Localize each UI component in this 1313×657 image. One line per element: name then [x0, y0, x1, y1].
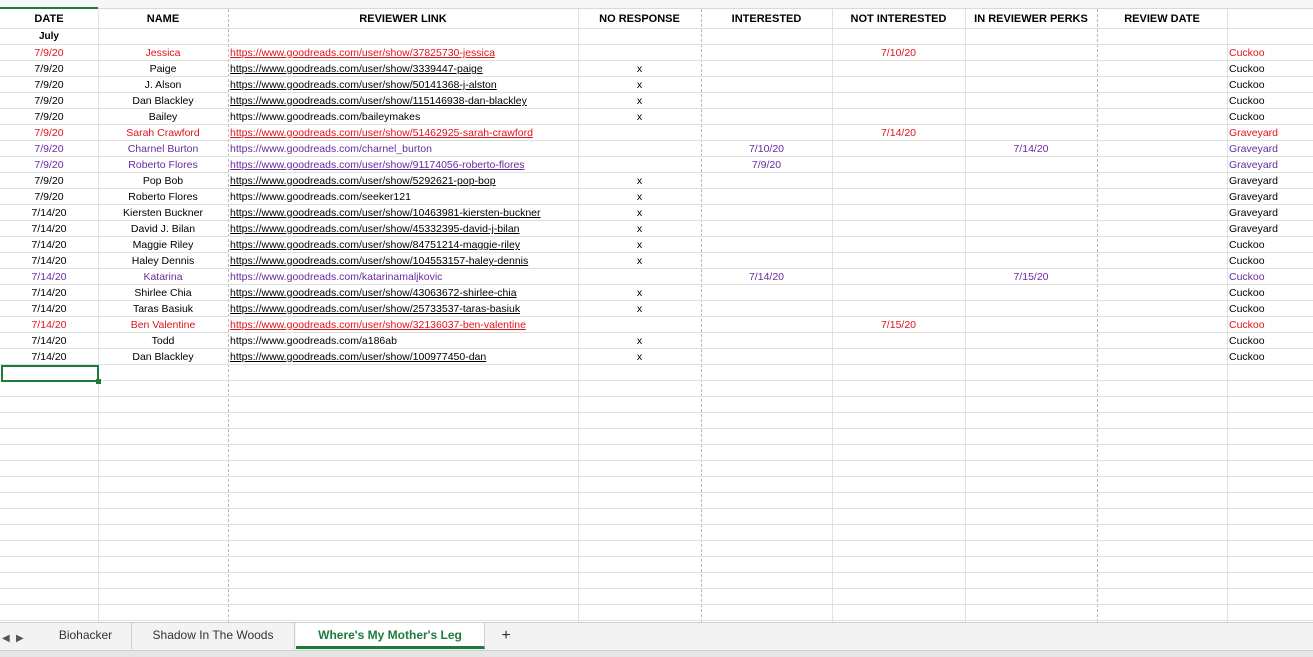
interested-cell[interactable]: [701, 109, 832, 124]
date-cell[interactable]: 7/9/20: [34, 159, 64, 171]
no-response-cell[interactable]: [578, 125, 701, 140]
date-cell[interactable]: 7/14/20: [31, 207, 67, 219]
no-response-cell[interactable]: x: [636, 287, 643, 299]
reviewer-link-cell[interactable]: https://www.goodreads.com/user/show/51462925-sarah-crawford: [230, 127, 533, 139]
table-row: [0, 157, 1313, 173]
review-date-cell[interactable]: [1097, 61, 1227, 76]
status-bar: [0, 650, 1313, 657]
fill-handle[interactable]: [96, 379, 101, 384]
no-response-cell[interactable]: x: [636, 175, 643, 187]
reviewer-perks-cell[interactable]: [965, 109, 1097, 124]
empty-row[interactable]: [0, 541, 1313, 557]
empty-row[interactable]: [0, 413, 1313, 429]
review-date-cell[interactable]: [1097, 269, 1227, 284]
name-cell[interactable]: Ben Valentine: [130, 319, 196, 331]
date-cell[interactable]: 7/14/20: [31, 271, 67, 283]
reviewer-link-cell[interactable]: https://www.goodreads.com/user/show/5292621-pop-bop: [230, 175, 496, 187]
not-interested-cell[interactable]: [832, 349, 965, 364]
reviewer-link-cell[interactable]: https://www.goodreads.com/user/show/50141368-j-alston: [230, 79, 497, 91]
header-reviewer-link[interactable]: REVIEWER LINK: [359, 13, 447, 25]
book-cell[interactable]: Cuckoo: [1229, 47, 1265, 59]
table-row: [0, 285, 1313, 301]
date-cell[interactable]: 7/9/20: [34, 95, 64, 107]
reviewer-link-cell[interactable]: https://www.goodreads.com/user/show/37825730-jessica: [230, 47, 495, 59]
reviewer-link-cell[interactable]: https://www.goodreads.com/seeker121: [230, 191, 411, 203]
empty-row[interactable]: [0, 381, 1313, 397]
interested-cell[interactable]: [701, 61, 832, 76]
not-interested-cell[interactable]: [832, 269, 965, 284]
table-row: [0, 173, 1313, 189]
empty-row[interactable]: [0, 445, 1313, 461]
no-response-cell[interactable]: [578, 45, 701, 60]
interested-cell[interactable]: 7/10/20: [748, 143, 785, 155]
empty-row[interactable]: [0, 589, 1313, 605]
date-cell[interactable]: 7/14/20: [31, 223, 67, 235]
tab-biohacker[interactable]: Biohacker: [40, 623, 132, 649]
prev-sheet-icon[interactable]: ◀: [2, 633, 10, 644]
header-book[interactable]: [1227, 9, 1313, 28]
month-label[interactable]: July: [38, 31, 59, 42]
book-cell[interactable]: Graveyard: [1229, 207, 1279, 219]
date-cell[interactable]: 7/9/20: [34, 127, 64, 139]
empty-row[interactable]: [0, 557, 1313, 573]
not-interested-cell[interactable]: [832, 333, 965, 348]
date-cell[interactable]: 7/9/20: [34, 191, 64, 203]
name-cell[interactable]: David J. Bilan: [130, 223, 196, 235]
no-response-cell[interactable]: x: [636, 207, 643, 219]
interested-cell[interactable]: [701, 93, 832, 108]
reviewer-perks-cell[interactable]: 7/15/20: [1013, 271, 1049, 283]
not-interested-cell[interactable]: [832, 189, 965, 204]
not-interested-cell[interactable]: [832, 141, 965, 156]
no-response-cell[interactable]: x: [636, 223, 643, 235]
reviewer-link-cell[interactable]: https://www.goodreads.com/user/show/100977450-dan: [230, 351, 487, 363]
reviewer-link-cell[interactable]: https://www.goodreads.com/user/show/91174056-roberto-flores: [230, 159, 525, 171]
not-interested-cell[interactable]: [832, 221, 965, 236]
selected-column-indicator: [0, 0, 98, 9]
book-cell[interactable]: Graveyard: [1229, 223, 1279, 235]
table-row: [0, 269, 1313, 285]
table-row: [0, 349, 1313, 365]
no-response-cell[interactable]: x: [636, 79, 643, 91]
empty-row[interactable]: [0, 605, 1313, 621]
name-cell[interactable]: Jessica: [145, 47, 181, 59]
name-cell[interactable]: Haley Dennis: [131, 255, 195, 267]
name-cell[interactable]: Todd: [151, 335, 175, 347]
interested-cell[interactable]: [701, 333, 832, 348]
table-row: [0, 77, 1313, 93]
name-cell[interactable]: Pop Bob: [142, 175, 184, 187]
not-interested-cell[interactable]: 7/10/20: [880, 47, 917, 59]
header-not-interested[interactable]: NOT INTERESTED: [850, 13, 947, 25]
reviewer-link-cell[interactable]: https://www.goodreads.com/user/show/10463981-kiersten-buckner: [230, 207, 541, 219]
table-row: [0, 125, 1313, 141]
date-cell[interactable]: 7/14/20: [31, 287, 67, 299]
reviewer-link-cell[interactable]: https://www.goodreads.com/user/show/43063672-shirlee-chia: [230, 287, 517, 299]
active-cell-cursor[interactable]: [1, 365, 99, 382]
reviewer-link-cell[interactable]: https://www.goodreads.com/user/show/32136037-ben-valentine: [230, 319, 526, 331]
book-cell[interactable]: Cuckoo: [1229, 79, 1265, 91]
name-cell[interactable]: Roberto Flores: [128, 191, 198, 203]
empty-row[interactable]: [0, 461, 1313, 477]
reviewer-link-cell[interactable]: https://www.goodreads.com/baileymakes: [230, 111, 421, 123]
not-interested-cell[interactable]: 7/14/20: [880, 127, 917, 139]
book-cell[interactable]: Graveyard: [1229, 159, 1279, 171]
table-row: [0, 45, 1313, 61]
no-response-cell[interactable]: x: [636, 351, 643, 363]
not-interested-cell[interactable]: [832, 61, 965, 76]
reviewer-perks-cell[interactable]: [965, 221, 1097, 236]
table-row: [0, 189, 1313, 205]
interested-cell[interactable]: [701, 317, 832, 332]
interested-cell[interactable]: [701, 253, 832, 268]
reviewer-perks-cell[interactable]: [965, 173, 1097, 188]
review-date-cell[interactable]: [1097, 301, 1227, 316]
table-row: [0, 61, 1313, 77]
tab-wheres-my-mothers-leg[interactable]: Where's My Mother's Leg: [296, 623, 485, 649]
reviewer-link-cell[interactable]: https://www.goodreads.com/user/show/115146938-dan-blackley: [230, 95, 527, 107]
review-date-cell[interactable]: [1097, 189, 1227, 204]
reviewer-perks-cell[interactable]: [965, 301, 1097, 316]
reviewer-perks-cell[interactable]: [965, 61, 1097, 76]
header-no-response[interactable]: NO RESPONSE: [599, 13, 680, 25]
not-interested-cell[interactable]: [832, 173, 965, 188]
sheet-tab-bar: [0, 622, 1313, 657]
reviewer-link-cell[interactable]: https://www.goodreads.com/a186ab: [230, 335, 397, 347]
book-cell[interactable]: Cuckoo: [1229, 63, 1265, 75]
empty-row[interactable]: [0, 525, 1313, 541]
empty-row[interactable]: [0, 429, 1313, 445]
reviewer-link-cell[interactable]: https://www.goodreads.com/user/show/25733537-taras-basiuk: [230, 303, 521, 315]
no-response-cell[interactable]: x: [636, 111, 643, 123]
name-cell[interactable]: J. Alson: [144, 79, 182, 91]
interested-cell[interactable]: [701, 125, 832, 140]
review-date-cell[interactable]: [1097, 157, 1227, 172]
reviewer-perks-cell[interactable]: [965, 45, 1097, 60]
reviewer-perks-cell[interactable]: [965, 333, 1097, 348]
tab-shadow-in-the-woods[interactable]: Shadow In The Woods: [132, 623, 295, 649]
header-name[interactable]: NAME: [146, 13, 180, 25]
table-row: [0, 141, 1313, 157]
name-cell[interactable]: Maggie Riley: [132, 239, 194, 251]
name-cell[interactable]: Dan Blackley: [132, 95, 194, 107]
reviewer-link-cell[interactable]: https://www.goodreads.com/user/show/84751214-maggie-riley: [230, 239, 521, 251]
book-cell[interactable]: Cuckoo: [1229, 303, 1265, 315]
not-interested-cell[interactable]: [832, 301, 965, 316]
no-response-cell[interactable]: [578, 141, 701, 156]
table-row: [0, 301, 1313, 317]
empty-row[interactable]: [0, 573, 1313, 589]
not-interested-cell[interactable]: [832, 77, 965, 92]
interested-cell[interactable]: 7/14/20: [748, 271, 785, 283]
review-date-cell[interactable]: [1097, 45, 1227, 60]
interested-cell[interactable]: [701, 285, 832, 300]
not-interested-cell[interactable]: [832, 253, 965, 268]
header-review-date[interactable]: REVIEW DATE: [1124, 13, 1200, 25]
reviewer-perks-cell[interactable]: [965, 125, 1097, 140]
review-date-cell[interactable]: [1097, 125, 1227, 140]
reviewer-link-cell[interactable]: https://www.goodreads.com/user/show/104553157-haley-dennis: [230, 255, 529, 267]
interested-cell[interactable]: [701, 237, 832, 252]
book-cell[interactable]: Cuckoo: [1229, 351, 1265, 363]
no-response-cell[interactable]: x: [636, 335, 643, 347]
no-response-cell[interactable]: x: [636, 239, 643, 251]
name-cell[interactable]: Roberto Flores: [128, 159, 198, 171]
date-cell[interactable]: 7/14/20: [31, 239, 67, 251]
date-cell[interactable]: 7/9/20: [34, 79, 64, 91]
table-row: [0, 237, 1313, 253]
reviewer-perks-cell[interactable]: 7/14/20: [1013, 143, 1049, 155]
date-cell[interactable]: 7/14/20: [31, 303, 67, 315]
review-date-cell[interactable]: [1097, 333, 1227, 348]
empty-row[interactable]: [0, 509, 1313, 525]
review-date-cell[interactable]: [1097, 253, 1227, 268]
book-cell[interactable]: Graveyard: [1229, 175, 1279, 187]
reviewer-perks-cell[interactable]: [965, 317, 1097, 332]
date-cell[interactable]: 7/9/20: [34, 143, 64, 155]
review-date-cell[interactable]: [1097, 205, 1227, 220]
book-cell[interactable]: Cuckoo: [1229, 255, 1265, 267]
no-response-cell[interactable]: x: [636, 303, 643, 315]
add-sheet-button[interactable]: +: [501, 627, 511, 644]
book-cell[interactable]: Cuckoo: [1229, 95, 1265, 107]
book-cell[interactable]: Cuckoo: [1229, 111, 1265, 123]
empty-row[interactable]: [0, 477, 1313, 493]
date-cell[interactable]: 7/9/20: [34, 111, 64, 123]
not-interested-cell[interactable]: [832, 93, 965, 108]
review-date-cell[interactable]: [1097, 285, 1227, 300]
no-response-cell[interactable]: x: [636, 95, 643, 107]
reviewer-perks-cell[interactable]: [965, 237, 1097, 252]
book-cell[interactable]: Cuckoo: [1229, 287, 1265, 299]
date-cell[interactable]: 7/14/20: [31, 255, 67, 267]
not-interested-cell[interactable]: [832, 285, 965, 300]
review-date-cell[interactable]: [1097, 109, 1227, 124]
no-response-cell[interactable]: [578, 269, 701, 284]
reviewer-perks-cell[interactable]: [965, 253, 1097, 268]
name-cell[interactable]: Paige: [149, 63, 177, 75]
review-date-cell[interactable]: [1097, 173, 1227, 188]
interested-cell[interactable]: [701, 173, 832, 188]
reviewer-link-cell[interactable]: https://www.goodreads.com/katarinamaljkovic: [230, 271, 443, 283]
table-row: [0, 205, 1313, 221]
date-cell[interactable]: 7/9/20: [34, 47, 64, 59]
not-interested-cell[interactable]: [832, 157, 965, 172]
reviewer-perks-cell[interactable]: [965, 77, 1097, 92]
no-response-cell[interactable]: x: [636, 63, 643, 75]
date-cell[interactable]: 7/9/20: [34, 175, 64, 187]
name-cell[interactable]: Katarina: [143, 271, 183, 283]
date-cell[interactable]: 7/14/20: [31, 351, 67, 363]
next-sheet-icon[interactable]: ▶: [16, 633, 24, 644]
reviewer-link-cell[interactable]: https://www.goodreads.com/user/show/45332395-david-j-bilan: [230, 223, 520, 235]
review-date-cell[interactable]: [1097, 317, 1227, 332]
header-interested[interactable]: INTERESTED: [731, 13, 802, 25]
empty-row[interactable]: [0, 397, 1313, 413]
reviewer-perks-cell[interactable]: [965, 157, 1097, 172]
interested-cell[interactable]: [701, 77, 832, 92]
name-cell[interactable]: Dan Blackley: [132, 351, 194, 363]
not-interested-cell[interactable]: [832, 237, 965, 252]
reviewer-perks-cell[interactable]: [965, 205, 1097, 220]
name-cell[interactable]: Shirlee Chia: [134, 287, 192, 299]
name-cell[interactable]: Charnel Burton: [127, 143, 199, 155]
header-reviewer-perks[interactable]: IN REVIEWER PERKS: [974, 13, 1088, 25]
reviewer-perks-cell[interactable]: [965, 285, 1097, 300]
table-row: [0, 317, 1313, 333]
table-row: [0, 221, 1313, 237]
reviewer-perks-cell[interactable]: [965, 93, 1097, 108]
review-date-cell[interactable]: [1097, 141, 1227, 156]
no-response-cell[interactable]: x: [636, 191, 643, 203]
review-date-cell[interactable]: [1097, 93, 1227, 108]
not-interested-cell[interactable]: [832, 109, 965, 124]
not-interested-cell[interactable]: 7/15/20: [880, 319, 917, 331]
interested-cell[interactable]: [701, 301, 832, 316]
month-row: [0, 29, 1313, 45]
reviewer-perks-cell[interactable]: [965, 189, 1097, 204]
no-response-cell[interactable]: [578, 317, 701, 332]
date-cell[interactable]: 7/9/20: [34, 63, 64, 75]
empty-row[interactable]: [0, 365, 1313, 381]
empty-row[interactable]: [0, 493, 1313, 509]
column-letter-header[interactable]: [0, 0, 1313, 9]
book-cell[interactable]: Cuckoo: [1229, 319, 1265, 331]
book-cell[interactable]: Graveyard: [1229, 127, 1279, 139]
book-cell[interactable]: Cuckoo: [1229, 271, 1265, 283]
book-cell[interactable]: Graveyard: [1229, 191, 1279, 203]
interested-cell[interactable]: [701, 45, 832, 60]
table-row: [0, 109, 1313, 125]
name-cell[interactable]: Bailey: [148, 111, 178, 123]
interested-cell[interactable]: [701, 221, 832, 236]
table-row: [0, 93, 1313, 109]
book-cell[interactable]: Cuckoo: [1229, 335, 1265, 347]
name-cell[interactable]: Sarah Crawford: [126, 127, 200, 139]
not-interested-cell[interactable]: [832, 205, 965, 220]
review-date-cell[interactable]: [1097, 237, 1227, 252]
no-response-cell[interactable]: x: [636, 255, 643, 267]
interested-cell[interactable]: 7/9/20: [751, 159, 782, 171]
name-cell[interactable]: Taras Basiuk: [132, 303, 194, 315]
book-cell[interactable]: Graveyard: [1229, 143, 1279, 155]
review-date-cell[interactable]: [1097, 77, 1227, 92]
review-date-cell[interactable]: [1097, 349, 1227, 364]
name-cell[interactable]: Kiersten Buckner: [123, 207, 203, 219]
table-row: [0, 333, 1313, 349]
reviewer-link-cell[interactable]: https://www.goodreads.com/charnel_burton: [230, 143, 432, 155]
date-cell[interactable]: 7/14/20: [31, 319, 67, 331]
interested-cell[interactable]: [701, 349, 832, 364]
book-cell[interactable]: Cuckoo: [1229, 239, 1265, 251]
reviewer-perks-cell[interactable]: [965, 349, 1097, 364]
header-date[interactable]: DATE: [34, 13, 64, 25]
table-row: [0, 253, 1313, 269]
header-row: [0, 9, 1313, 29]
no-response-cell[interactable]: [578, 157, 701, 172]
date-cell[interactable]: 7/14/20: [31, 335, 67, 347]
reviewer-link-cell[interactable]: https://www.goodreads.com/user/show/3339447-paige: [230, 63, 483, 75]
interested-cell[interactable]: [701, 205, 832, 220]
interested-cell[interactable]: [701, 189, 832, 204]
review-date-cell[interactable]: [1097, 221, 1227, 236]
